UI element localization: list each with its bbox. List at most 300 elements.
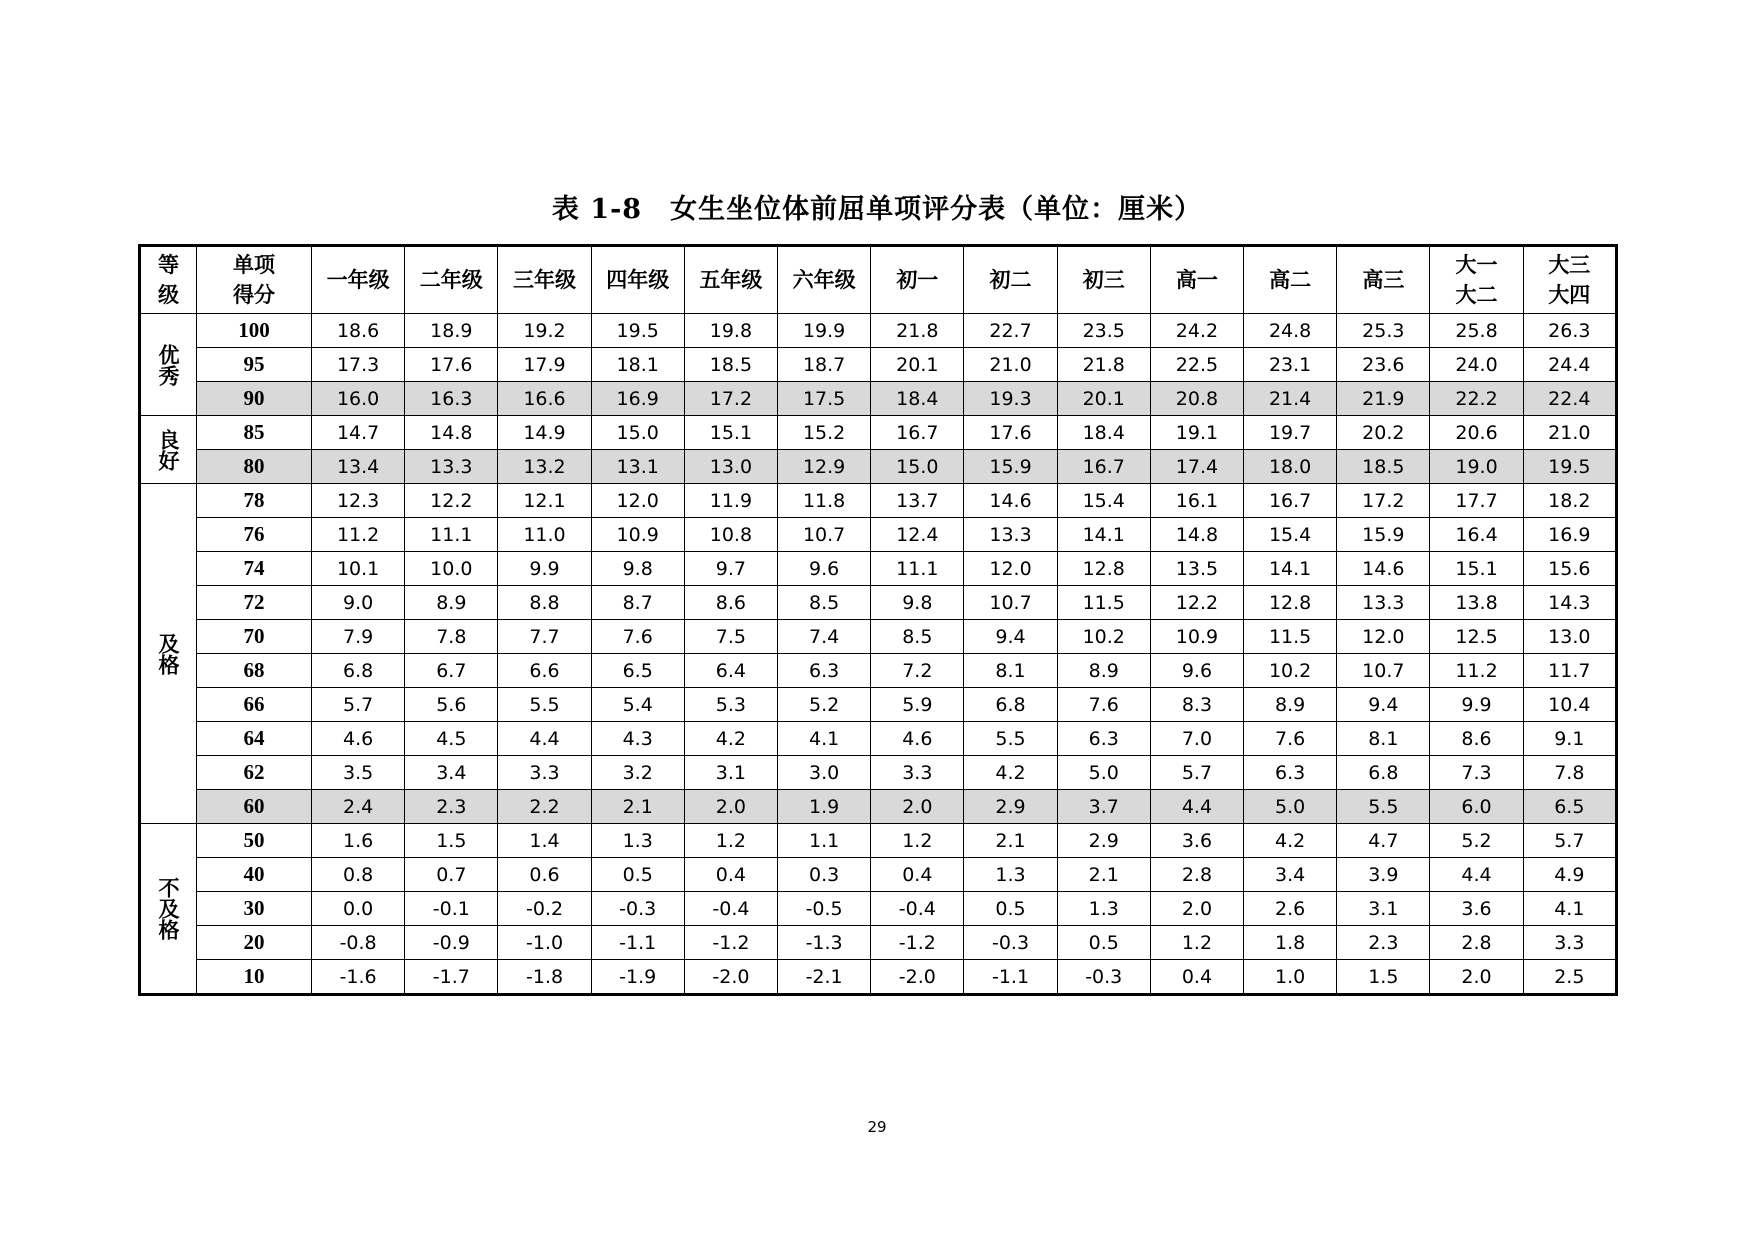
value-cell: -0.8 xyxy=(312,926,405,960)
value-cell: 10.2 xyxy=(1244,654,1337,688)
value-cell: 11.2 xyxy=(312,518,405,552)
value-cell: 9.1 xyxy=(1523,722,1616,756)
value-cell: 25.3 xyxy=(1337,314,1430,348)
value-cell: 8.6 xyxy=(1430,722,1523,756)
value-cell: 0.4 xyxy=(684,858,777,892)
value-cell: 17.4 xyxy=(1150,450,1243,484)
value-cell: 8.1 xyxy=(1337,722,1430,756)
value-cell: 21.8 xyxy=(871,314,964,348)
score-table xyxy=(138,244,1618,996)
table-row xyxy=(140,484,1617,518)
value-cell: 9.7 xyxy=(684,552,777,586)
value-cell: 0.5 xyxy=(964,892,1057,926)
value-cell: 18.1 xyxy=(591,348,684,382)
value-cell: 2.6 xyxy=(1244,892,1337,926)
value-cell: 22.2 xyxy=(1430,382,1523,416)
value-cell: 17.5 xyxy=(778,382,871,416)
value-cell: 0.4 xyxy=(871,858,964,892)
value-cell: 8.1 xyxy=(964,654,1057,688)
value-cell: 1.4 xyxy=(498,824,591,858)
header-grade: 高三 xyxy=(1337,246,1430,314)
value-cell: -1.0 xyxy=(498,926,591,960)
value-cell: 16.3 xyxy=(405,382,498,416)
value-cell: 4.3 xyxy=(591,722,684,756)
table-header xyxy=(140,246,1617,314)
table-row xyxy=(140,382,1617,416)
value-cell: 18.7 xyxy=(778,348,871,382)
value-cell: 4.5 xyxy=(405,722,498,756)
value-cell: 11.7 xyxy=(1523,654,1616,688)
value-cell: 5.3 xyxy=(684,688,777,722)
table-row xyxy=(140,824,1617,858)
value-cell: 4.2 xyxy=(684,722,777,756)
value-cell: 6.3 xyxy=(778,654,871,688)
value-cell: 9.9 xyxy=(498,552,591,586)
table-row xyxy=(140,926,1617,960)
table-row xyxy=(140,450,1617,484)
value-cell: 19.8 xyxy=(684,314,777,348)
value-cell: 7.4 xyxy=(778,620,871,654)
value-cell: 15.9 xyxy=(1337,518,1430,552)
level-cell: 不及格 xyxy=(140,824,197,995)
value-cell: 12.4 xyxy=(871,518,964,552)
value-cell: 2.1 xyxy=(964,824,1057,858)
value-cell: -0.1 xyxy=(405,892,498,926)
value-cell: 13.0 xyxy=(1523,620,1616,654)
score-cell: 20 xyxy=(197,926,312,960)
value-cell: 16.6 xyxy=(498,382,591,416)
value-cell: 16.7 xyxy=(1057,450,1150,484)
value-cell: 5.5 xyxy=(498,688,591,722)
value-cell: -0.4 xyxy=(871,892,964,926)
value-cell: 21.0 xyxy=(1523,416,1616,450)
value-cell: 15.0 xyxy=(591,416,684,450)
value-cell: 8.7 xyxy=(591,586,684,620)
value-cell: 13.8 xyxy=(1430,586,1523,620)
value-cell: 1.6 xyxy=(312,824,405,858)
value-cell: 17.7 xyxy=(1430,484,1523,518)
value-cell: 19.5 xyxy=(1523,450,1616,484)
value-cell: 9.8 xyxy=(871,586,964,620)
table-title: 表 1-8 女生坐位体前屈单项评分表（单位：厘米） xyxy=(551,194,1203,225)
value-cell: 6.3 xyxy=(1057,722,1150,756)
value-cell: 4.1 xyxy=(1523,892,1616,926)
value-cell: 5.6 xyxy=(405,688,498,722)
header-row xyxy=(140,246,1617,314)
value-cell: 2.5 xyxy=(1523,960,1616,995)
table-row xyxy=(140,518,1617,552)
value-cell: 14.6 xyxy=(1337,552,1430,586)
value-cell: 4.4 xyxy=(498,722,591,756)
value-cell: 3.4 xyxy=(1244,858,1337,892)
value-cell: 6.3 xyxy=(1244,756,1337,790)
value-cell: -0.4 xyxy=(684,892,777,926)
value-cell: 3.6 xyxy=(1430,892,1523,926)
value-cell: 4.9 xyxy=(1523,858,1616,892)
value-cell: 12.8 xyxy=(1244,586,1337,620)
value-cell: 6.4 xyxy=(684,654,777,688)
score-cell: 40 xyxy=(197,858,312,892)
score-cell: 90 xyxy=(197,382,312,416)
value-cell: 0.5 xyxy=(1057,926,1150,960)
value-cell: 24.8 xyxy=(1244,314,1337,348)
value-cell: 13.3 xyxy=(1337,586,1430,620)
value-cell: 12.0 xyxy=(964,552,1057,586)
value-cell: -1.7 xyxy=(405,960,498,995)
value-cell: 4.7 xyxy=(1337,824,1430,858)
value-cell: -0.2 xyxy=(498,892,591,926)
value-cell: 2.9 xyxy=(1057,824,1150,858)
value-cell: 5.5 xyxy=(964,722,1057,756)
value-cell: 9.6 xyxy=(1150,654,1243,688)
value-cell: 14.6 xyxy=(964,484,1057,518)
table-row xyxy=(140,586,1617,620)
value-cell: 5.0 xyxy=(1057,756,1150,790)
value-cell: 8.8 xyxy=(498,586,591,620)
value-cell: 18.2 xyxy=(1523,484,1616,518)
header-grade: 高二 xyxy=(1244,246,1337,314)
value-cell: 0.0 xyxy=(312,892,405,926)
value-cell: 6.6 xyxy=(498,654,591,688)
value-cell: 4.2 xyxy=(964,756,1057,790)
value-cell: 13.7 xyxy=(871,484,964,518)
header-grade: 大三 大四 xyxy=(1523,246,1616,314)
value-cell: -1.2 xyxy=(871,926,964,960)
value-cell: 1.5 xyxy=(1337,960,1430,995)
value-cell: 26.3 xyxy=(1523,314,1616,348)
header-grade: 初一 xyxy=(871,246,964,314)
value-cell: 6.8 xyxy=(964,688,1057,722)
value-cell: 10.1 xyxy=(312,552,405,586)
table-row xyxy=(140,756,1617,790)
value-cell: 12.0 xyxy=(591,484,684,518)
value-cell: -2.0 xyxy=(871,960,964,995)
value-cell: -1.6 xyxy=(312,960,405,995)
value-cell: 5.4 xyxy=(591,688,684,722)
table-row xyxy=(140,892,1617,926)
value-cell: 16.1 xyxy=(1150,484,1243,518)
value-cell: 7.7 xyxy=(498,620,591,654)
value-cell: 16.7 xyxy=(1244,484,1337,518)
value-cell: -1.8 xyxy=(498,960,591,995)
value-cell: 18.4 xyxy=(1057,416,1150,450)
value-cell: 4.6 xyxy=(871,722,964,756)
value-cell: 7.9 xyxy=(312,620,405,654)
value-cell: 18.4 xyxy=(871,382,964,416)
value-cell: 15.4 xyxy=(1244,518,1337,552)
score-cell: 62 xyxy=(197,756,312,790)
value-cell: 11.1 xyxy=(871,552,964,586)
value-cell: 0.6 xyxy=(498,858,591,892)
value-cell: 14.1 xyxy=(1057,518,1150,552)
value-cell: 2.0 xyxy=(1150,892,1243,926)
value-cell: 5.7 xyxy=(312,688,405,722)
value-cell: 2.0 xyxy=(684,790,777,824)
score-cell: 74 xyxy=(197,552,312,586)
value-cell: 7.6 xyxy=(1057,688,1150,722)
value-cell: 3.4 xyxy=(405,756,498,790)
value-cell: 9.0 xyxy=(312,586,405,620)
value-cell: 17.3 xyxy=(312,348,405,382)
value-cell: 18.0 xyxy=(1244,450,1337,484)
value-cell: 24.4 xyxy=(1523,348,1616,382)
value-cell: 17.2 xyxy=(684,382,777,416)
value-cell: 22.5 xyxy=(1150,348,1243,382)
table-row xyxy=(140,552,1617,586)
header-grade: 六年级 xyxy=(778,246,871,314)
table-row xyxy=(140,790,1617,824)
value-cell: 3.3 xyxy=(1523,926,1616,960)
value-cell: 19.0 xyxy=(1430,450,1523,484)
value-cell: 9.4 xyxy=(964,620,1057,654)
value-cell: 21.4 xyxy=(1244,382,1337,416)
value-cell: 8.5 xyxy=(871,620,964,654)
value-cell: 2.9 xyxy=(964,790,1057,824)
value-cell: 6.5 xyxy=(591,654,684,688)
score-cell: 50 xyxy=(197,824,312,858)
value-cell: 1.3 xyxy=(1057,892,1150,926)
header-grade: 五年级 xyxy=(684,246,777,314)
score-cell: 10 xyxy=(197,960,312,995)
value-cell: 5.2 xyxy=(778,688,871,722)
header-grade: 初二 xyxy=(964,246,1057,314)
value-cell: -1.3 xyxy=(778,926,871,960)
score-cell: 66 xyxy=(197,688,312,722)
table-row xyxy=(140,858,1617,892)
value-cell: 14.8 xyxy=(405,416,498,450)
value-cell: 3.1 xyxy=(1337,892,1430,926)
value-cell: 22.7 xyxy=(964,314,1057,348)
header-grade: 大一 大二 xyxy=(1430,246,1523,314)
value-cell: 12.8 xyxy=(1057,552,1150,586)
header-grade: 四年级 xyxy=(591,246,684,314)
value-cell: 2.0 xyxy=(871,790,964,824)
score-cell: 30 xyxy=(197,892,312,926)
value-cell: 13.1 xyxy=(591,450,684,484)
value-cell: 2.0 xyxy=(1430,960,1523,995)
value-cell: 5.7 xyxy=(1150,756,1243,790)
value-cell: 11.9 xyxy=(684,484,777,518)
value-cell: 0.7 xyxy=(405,858,498,892)
table-body xyxy=(140,314,1617,995)
value-cell: 3.1 xyxy=(684,756,777,790)
header-grade: 高一 xyxy=(1150,246,1243,314)
value-cell: 12.9 xyxy=(778,450,871,484)
value-cell: 12.2 xyxy=(405,484,498,518)
value-cell: 16.9 xyxy=(1523,518,1616,552)
value-cell: 23.6 xyxy=(1337,348,1430,382)
value-cell: 7.6 xyxy=(1244,722,1337,756)
header-grade: 二年级 xyxy=(405,246,498,314)
value-cell: 19.7 xyxy=(1244,416,1337,450)
value-cell: 9.8 xyxy=(591,552,684,586)
value-cell: 2.4 xyxy=(312,790,405,824)
value-cell: 15.0 xyxy=(871,450,964,484)
value-cell: -1.2 xyxy=(684,926,777,960)
value-cell: 1.9 xyxy=(778,790,871,824)
table-row xyxy=(140,722,1617,756)
value-cell: 13.4 xyxy=(312,450,405,484)
value-cell: 11.8 xyxy=(778,484,871,518)
value-cell: 6.8 xyxy=(312,654,405,688)
value-cell: 5.9 xyxy=(871,688,964,722)
value-cell: 17.6 xyxy=(405,348,498,382)
value-cell: 19.3 xyxy=(964,382,1057,416)
value-cell: 1.1 xyxy=(778,824,871,858)
value-cell: 3.3 xyxy=(498,756,591,790)
value-cell: 4.2 xyxy=(1244,824,1337,858)
value-cell: 9.9 xyxy=(1430,688,1523,722)
table-row xyxy=(140,654,1617,688)
value-cell: 0.4 xyxy=(1150,960,1243,995)
value-cell: 16.4 xyxy=(1430,518,1523,552)
value-cell: 1.0 xyxy=(1244,960,1337,995)
value-cell: 18.5 xyxy=(684,348,777,382)
value-cell: 11.5 xyxy=(1244,620,1337,654)
value-cell: 8.9 xyxy=(1244,688,1337,722)
value-cell: 3.7 xyxy=(1057,790,1150,824)
value-cell: 14.1 xyxy=(1244,552,1337,586)
value-cell: 5.7 xyxy=(1523,824,1616,858)
value-cell: 23.5 xyxy=(1057,314,1150,348)
value-cell: 20.1 xyxy=(871,348,964,382)
table-row xyxy=(140,620,1617,654)
value-cell: 7.8 xyxy=(405,620,498,654)
value-cell: -1.1 xyxy=(964,960,1057,995)
value-cell: 3.2 xyxy=(591,756,684,790)
value-cell: 4.4 xyxy=(1150,790,1243,824)
header-grade: 三年级 xyxy=(498,246,591,314)
level-cell: 优秀 xyxy=(140,314,197,416)
value-cell: 19.2 xyxy=(498,314,591,348)
value-cell: 5.2 xyxy=(1430,824,1523,858)
value-cell: 18.6 xyxy=(312,314,405,348)
value-cell: 24.2 xyxy=(1150,314,1243,348)
score-cell: 95 xyxy=(197,348,312,382)
value-cell: 10.4 xyxy=(1523,688,1616,722)
value-cell: 2.1 xyxy=(1057,858,1150,892)
value-cell: 15.4 xyxy=(1057,484,1150,518)
table-row xyxy=(140,348,1617,382)
value-cell: 10.8 xyxy=(684,518,777,552)
header-grade: 一年级 xyxy=(312,246,405,314)
value-cell: 3.3 xyxy=(871,756,964,790)
value-cell: 7.0 xyxy=(1150,722,1243,756)
value-cell: 21.8 xyxy=(1057,348,1150,382)
level-cell: 良好 xyxy=(140,416,197,484)
score-cell: 64 xyxy=(197,722,312,756)
value-cell: 12.5 xyxy=(1430,620,1523,654)
value-cell: 1.2 xyxy=(1150,926,1243,960)
value-cell: 14.7 xyxy=(312,416,405,450)
value-cell: 4.1 xyxy=(778,722,871,756)
value-cell: 17.6 xyxy=(964,416,1057,450)
value-cell: 16.9 xyxy=(591,382,684,416)
value-cell: 19.1 xyxy=(1150,416,1243,450)
value-cell: 2.8 xyxy=(1150,858,1243,892)
value-cell: 7.5 xyxy=(684,620,777,654)
value-cell: 0.5 xyxy=(591,858,684,892)
value-cell: 3.0 xyxy=(778,756,871,790)
value-cell: 3.6 xyxy=(1150,824,1243,858)
table-row xyxy=(140,960,1617,995)
value-cell: 7.2 xyxy=(871,654,964,688)
value-cell: 8.3 xyxy=(1150,688,1243,722)
value-cell: -0.9 xyxy=(405,926,498,960)
value-cell: 15.1 xyxy=(1430,552,1523,586)
score-cell: 80 xyxy=(197,450,312,484)
score-cell: 100 xyxy=(197,314,312,348)
score-cell: 72 xyxy=(197,586,312,620)
value-cell: -0.5 xyxy=(778,892,871,926)
value-cell: 14.3 xyxy=(1523,586,1616,620)
value-cell: 12.3 xyxy=(312,484,405,518)
value-cell: -0.3 xyxy=(964,926,1057,960)
value-cell: 13.3 xyxy=(405,450,498,484)
value-cell: 10.2 xyxy=(1057,620,1150,654)
header-level: 等 级 xyxy=(140,246,197,314)
value-cell: 20.2 xyxy=(1337,416,1430,450)
value-cell: 9.6 xyxy=(778,552,871,586)
value-cell: 0.8 xyxy=(312,858,405,892)
value-cell: 21.0 xyxy=(964,348,1057,382)
value-cell: 5.5 xyxy=(1337,790,1430,824)
value-cell: 24.0 xyxy=(1430,348,1523,382)
value-cell: 17.9 xyxy=(498,348,591,382)
value-cell: 4.4 xyxy=(1430,858,1523,892)
value-cell: 19.5 xyxy=(591,314,684,348)
value-cell: 8.9 xyxy=(405,586,498,620)
value-cell: 16.0 xyxy=(312,382,405,416)
value-cell: 10.7 xyxy=(778,518,871,552)
value-cell: -0.3 xyxy=(1057,960,1150,995)
value-cell: 9.4 xyxy=(1337,688,1430,722)
value-cell: -2.0 xyxy=(684,960,777,995)
value-cell: 21.9 xyxy=(1337,382,1430,416)
value-cell: 1.3 xyxy=(591,824,684,858)
value-cell: -1.9 xyxy=(591,960,684,995)
value-cell: 11.2 xyxy=(1430,654,1523,688)
value-cell: 12.2 xyxy=(1150,586,1243,620)
score-cell: 85 xyxy=(197,416,312,450)
value-cell: 11.0 xyxy=(498,518,591,552)
value-cell: 13.0 xyxy=(684,450,777,484)
value-cell: 20.1 xyxy=(1057,382,1150,416)
value-cell: 18.5 xyxy=(1337,450,1430,484)
value-cell: 10.9 xyxy=(1150,620,1243,654)
value-cell: 12.1 xyxy=(498,484,591,518)
page-number: 29 xyxy=(867,1118,887,1136)
value-cell: 14.9 xyxy=(498,416,591,450)
value-cell: 1.2 xyxy=(871,824,964,858)
score-cell: 60 xyxy=(197,790,312,824)
value-cell: -0.3 xyxy=(591,892,684,926)
value-cell: 7.3 xyxy=(1430,756,1523,790)
value-cell: 7.6 xyxy=(591,620,684,654)
value-cell: 5.0 xyxy=(1244,790,1337,824)
value-cell: 4.6 xyxy=(312,722,405,756)
value-cell: 1.5 xyxy=(405,824,498,858)
table-row xyxy=(140,416,1617,450)
value-cell: -2.1 xyxy=(778,960,871,995)
value-cell: 10.7 xyxy=(1337,654,1430,688)
value-cell: 11.1 xyxy=(405,518,498,552)
value-cell: 13.5 xyxy=(1150,552,1243,586)
value-cell: 15.2 xyxy=(778,416,871,450)
value-cell: 7.8 xyxy=(1523,756,1616,790)
score-cell: 70 xyxy=(197,620,312,654)
header-score: 单项 得分 xyxy=(197,246,312,314)
